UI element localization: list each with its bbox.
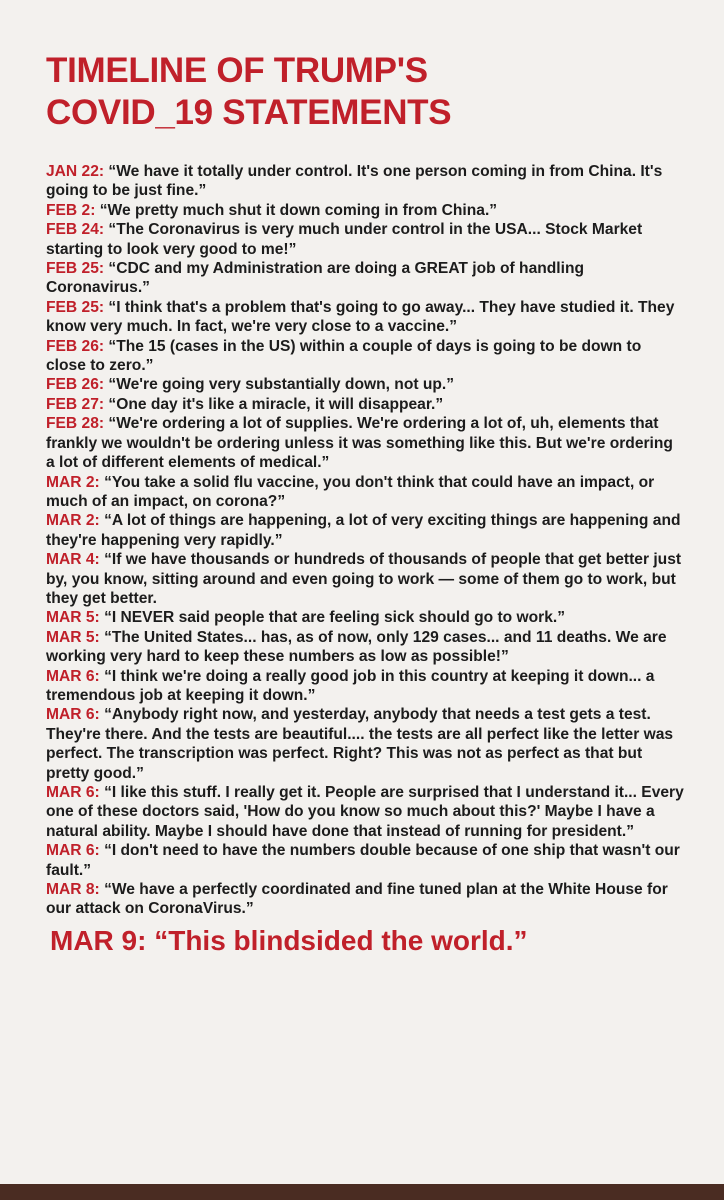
statement-quote: “The United States... has, as of now, only 129 cases... and 11 deaths. We are working very hard to keep these numbers as low as possible!” [46, 628, 667, 666]
statement-date: FEB 24: [46, 221, 105, 239]
statement-entry [46, 783, 684, 841]
statement-date: FEB 25: [46, 260, 105, 278]
title-line-2: COVID_19 STATEMENTS [46, 93, 452, 132]
statement-entry [46, 473, 684, 512]
statement-quote: “We have a perfectly coordinated and fine tuned plan at the White House for our attack on CoronaVirus.” [46, 881, 668, 918]
statement-date: MAR 6: [46, 667, 100, 685]
statement-quote: “If we have thousands or hundreds of thousands of people that get better just by, you know, sitting around and even going to work — some of them go to work, but they get better. [46, 551, 682, 607]
statement-entry [46, 880, 684, 919]
statement-quote: “CDC and my Administration are doing a GREAT job of handling Coronavirus.” [46, 260, 585, 297]
statement-quote: “The 15 (cases in the US) within a couple of days is going to be down to close to zero.” [46, 337, 642, 375]
statement-date: MAR 6: [46, 706, 100, 724]
statement-date: FEB 2: [46, 201, 96, 219]
title-line-1: TIMELINE OF TRUMP'S [46, 51, 428, 90]
statement-date: FEB 28: [46, 415, 105, 433]
final-statement: MAR 9: “This blindsided the world.” [50, 924, 528, 956]
statement-quote: “I NEVER said people that are feeling sick should go to work.” [104, 609, 566, 627]
statement-quote: “I like this stuff. I really get it. People are surprised that I understand it... Every one of these doctors said, 'How do you know so much about this?' Maybe I have a natural ability. Maybe I should have done that instead of running for president.” [46, 784, 684, 840]
statement-entry [46, 414, 684, 472]
statement-entry [46, 705, 684, 783]
statement-date: MAR 6: [46, 784, 100, 801]
statement-entry [46, 298, 684, 337]
statement-entry [46, 628, 684, 667]
statement-entry [46, 667, 684, 706]
statement-entry [46, 608, 684, 627]
statement-quote: “The Coronavirus is very much under control in the USA... Stock Market starting to look very good to me!” [46, 221, 643, 258]
statement-quote: “We're ordering a lot of supplies. We're ordering a lot of, uh, elements that frankly we wouldn't be ordering unless it was something like this. But we're ordering a lot of different elements of medical.” [46, 415, 673, 472]
statement-entry [46, 841, 684, 880]
statement-date: MAR 5: [46, 609, 100, 627]
statement-entry [46, 220, 684, 259]
statement-quote: “We're going very substantially down, not up.” [108, 376, 455, 394]
statement-date: FEB 25: [46, 298, 105, 316]
statement-entry [46, 259, 684, 298]
statement-quote: “One day it's like a miracle, it will disappear.” [108, 395, 444, 413]
page-title [46, 50, 684, 134]
statement-quote: “We pretty much shut it down coming in from China.” [99, 201, 498, 219]
statement-date: MAR 2: [46, 512, 100, 530]
statement-quote: “I don't need to have the numbers double because of one ship that wasn't our fault.” [46, 842, 680, 879]
statement-quote: “I think we're doing a really good job in this country at keeping it down... a tremendous job at keeping it down.” [46, 667, 655, 704]
statement-entry [46, 375, 684, 394]
statement-quote: “I think that's a problem that's going to go away... They have studied it. They know very much. In fact, we're very close to a vaccine.” [46, 298, 675, 336]
statement-date: MAR 5: [46, 628, 100, 646]
statement-quote: “A lot of things are happening, a lot of very exciting things are happening and they're happening very rapidly.” [46, 512, 681, 549]
statement-list [46, 162, 684, 919]
statement-entry [46, 395, 684, 414]
statement-quote: “You take a solid flu vaccine, you don't think that could have an impact, or much of an impact, on corona?” [46, 473, 655, 510]
statement-date: MAR 2: [46, 473, 100, 491]
statement-date: MAR 8: [46, 881, 100, 899]
statement-date: JAN 22: [46, 163, 105, 180]
statement-entry [46, 201, 684, 220]
statement-entry [46, 337, 684, 376]
statement-entry [46, 550, 684, 608]
statement-date: FEB 26: [46, 337, 105, 355]
statement-date: FEB 26: [46, 376, 105, 394]
statement-date: MAR 6: [46, 842, 100, 860]
statement-date: FEB 27: [46, 395, 105, 413]
statement-entry [46, 162, 684, 201]
statement-quote: “We have it totally under control. It's one person coming in from China. It's going to be just fine.” [46, 163, 663, 200]
statement-entry [46, 511, 684, 550]
statement-date: MAR 4: [46, 551, 100, 569]
statement-quote: “Anybody right now, and yesterday, anybody that needs a test gets a test. They're there. And the tests are beautiful.... the tests are all perfect like the letter was perfect. The transcription was perfect. Right? This was not as perfect as that but pretty good.” [46, 706, 674, 782]
